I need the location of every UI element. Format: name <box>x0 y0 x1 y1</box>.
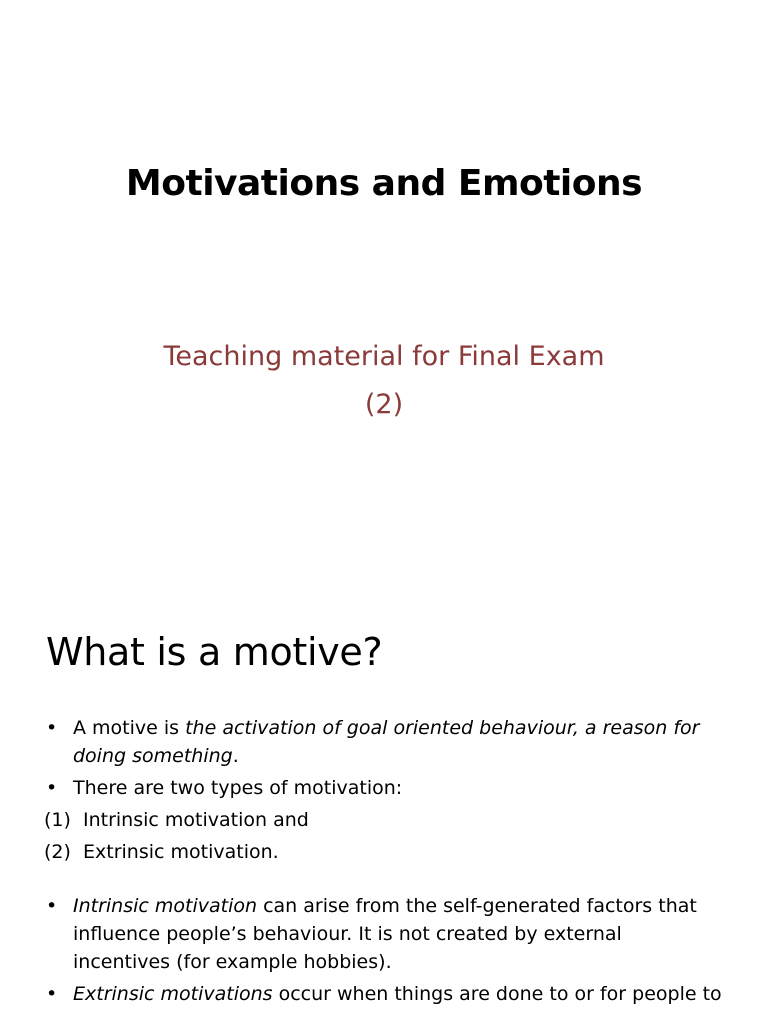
bullet-text-plain: can arise from the self-generated factors that influence people’s behaviour. It is not created by external incentives (for example hobbies). <box>73 895 697 973</box>
bullet-glyph: • <box>46 983 58 1005</box>
slide-title: Motivations and Emotions <box>125 163 643 204</box>
numbered-item-1 <box>44 806 724 834</box>
bullet-text: There are two types of motivation: <box>73 777 403 799</box>
bullet-text-end: . <box>232 745 239 767</box>
bullet-text-plain: occur when things are done to or for people to <box>272 983 722 1005</box>
content-slide <box>0 576 768 1024</box>
item-text: Extrinsic motivation. <box>83 841 279 863</box>
numbered-item-2 <box>44 838 724 866</box>
bullet-text-emphasis: the activation of goal oriented behaviour, a reason for doing something <box>73 717 700 767</box>
subtitle-line-2: (2) <box>364 389 404 420</box>
bullet-text <box>73 892 724 976</box>
bullet-text <box>73 714 724 770</box>
item-text: Intrinsic motivation and <box>83 809 309 831</box>
bullet-text-plain: A motive is <box>73 717 186 739</box>
bullet-glyph: • <box>46 717 58 739</box>
slide-heading: What is a motive? <box>46 630 383 674</box>
item-number: (2) <box>44 841 71 863</box>
item-number: (1) <box>44 809 71 831</box>
bullet-glyph: • <box>46 777 58 799</box>
slide-subtitle <box>0 333 768 429</box>
bullet-text-emphasis: Extrinsic motivations <box>73 983 273 1005</box>
bullet-item-motive-definition <box>44 714 724 770</box>
bullet-item-intrinsic <box>44 892 724 976</box>
slide-body <box>44 714 724 1008</box>
subtitle-line-1: Teaching material for Final Exam <box>163 341 605 372</box>
bullet-glyph: • <box>46 895 58 917</box>
bullet-item-extrinsic <box>44 980 724 1008</box>
bullet-text-emphasis: Intrinsic motivation <box>73 895 258 917</box>
bullet-text <box>73 980 724 1008</box>
bullet-item-types <box>44 774 724 802</box>
